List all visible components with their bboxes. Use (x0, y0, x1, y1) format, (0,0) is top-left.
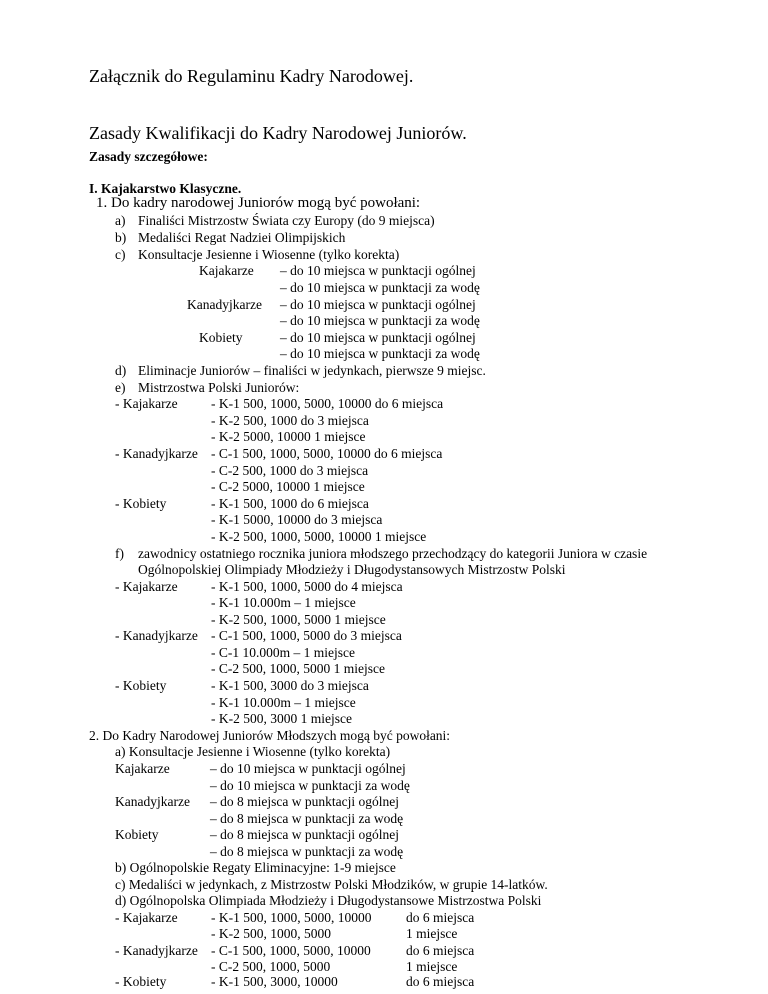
paragraph-1: 1. Do kadry narodowej Juniorów mogą być powołani: (96, 195, 421, 211)
entry-result: do 6 miejsca (406, 974, 475, 989)
entry-text: - K-1 500, 3000, 10000 (211, 974, 338, 989)
document-subtitle: Zasady Kwalifikacji do Kadry Narodowej Juniorów. (89, 123, 467, 143)
entry-result: do 6 miejsca (406, 910, 475, 925)
list-marker: f) (115, 546, 124, 561)
group-label: Kobiety (115, 827, 159, 842)
group-label: - Kanadyjkarze (115, 628, 198, 643)
entry-text: - C-2 5000, 10000 1 miejsce (211, 479, 365, 494)
rule-text: – do 10 miejsca w punktacji za wodę (280, 313, 480, 328)
entry-text: - K-1 10.000m – 1 miejsce (211, 595, 356, 610)
entry-text: - K-1 500, 3000 do 3 miejsca (211, 678, 369, 693)
list-marker: e) (115, 380, 126, 395)
rule-text: – do 10 miejsca w punktacji ogólnej (210, 761, 406, 776)
entry-text: - C-1 10.000m – 1 miejsce (211, 645, 355, 660)
group-label: - Kanadyjkarze (115, 446, 198, 461)
group-label: Kanadyjkarze (115, 794, 190, 809)
group-label: Kanadyjkarze (187, 297, 262, 312)
entry-result: 1 miejsce (406, 959, 458, 974)
section-heading: I. Kajakarstwo Klasyczne. (89, 181, 242, 196)
entry-text: - K-2 500, 3000 1 miejsce (211, 711, 352, 726)
entry-result: do 6 miejsca (406, 943, 475, 958)
rule-text: – do 10 miejsca w punktacji ogólnej (280, 330, 476, 345)
list-marker: d) (115, 363, 127, 378)
group-label: - Kajakarze (115, 910, 178, 925)
entry-text: - K-1 5000, 10000 do 3 miejsca (211, 512, 383, 527)
entry-text: - K-1 500, 1000, 5000 do 4 miejsca (211, 579, 403, 594)
group-label: - Kobiety (115, 496, 167, 511)
group-label: - Kobiety (115, 678, 167, 693)
group-label: - Kanadyjkarze (115, 943, 198, 958)
list-marker: b) (115, 230, 127, 245)
rule-text: – do 8 miejsca w punktacji ogólnej (210, 794, 399, 809)
document-title: Załącznik do Regulaminu Kadry Narodowej. (89, 66, 414, 86)
list-item: c) Medaliści w jedynkach, z Mistrzostw Polski Młodzików, w grupie 14-latków. (115, 877, 548, 892)
rule-text: – do 10 miejsca w punktacji ogólnej (280, 297, 476, 312)
entry-result: 1 miejsce (406, 926, 458, 941)
rule-text: – do 10 miejsca w punktacji ogólnej (280, 263, 476, 278)
entry-text: - C-2 500, 1000, 5000 1 miejsce (211, 661, 385, 676)
group-label: - Kajakarze (115, 579, 178, 594)
entry-text: - K-2 5000, 10000 1 miejsce (211, 429, 366, 444)
rule-text: – do 8 miejsca w punktacji za wodę (210, 844, 404, 859)
rule-text: – do 8 miejsca w punktacji za wodę (210, 811, 404, 826)
entry-text: - K-2 500, 1000, 5000 (211, 926, 331, 941)
entry-text: - K-1 500, 1000, 5000, 10000 (211, 910, 372, 925)
entry-text: - C-1 500, 1000, 5000, 10000 do 6 miejsca (211, 446, 443, 461)
list-item: Finaliści Mistrzostw Świata czy Europy (do 9 miejsca) (138, 213, 435, 228)
rule-text: – do 8 miejsca w punktacji ogólnej (210, 827, 399, 842)
group-label: Kobiety (199, 330, 243, 345)
group-label: Kajakarze (199, 263, 254, 278)
entry-text: - C-2 500, 1000 do 3 miejsca (211, 463, 369, 478)
list-marker: a) (115, 213, 126, 228)
list-item: d) Ogólnopolska Olimpiada Młodzieży i Długodystansowe Mistrzostwa Polski (115, 893, 542, 908)
entry-text: - K-2 500, 1000, 5000 1 miejsce (211, 612, 386, 627)
entry-text: - K-2 500, 1000, 5000, 10000 1 miejsce (211, 529, 427, 544)
list-item: zawodnicy ostatniego rocznika juniora młodszego przechodzący do kategorii Juniora w czasie (138, 546, 648, 561)
entry-text: - C-1 500, 1000, 5000 do 3 miejsca (211, 628, 402, 643)
list-item: Konsultacje Jesienne i Wiosenne (tylko korekta) (138, 247, 400, 262)
list-item: b) Ogólnopolskie Regaty Eliminacyjne: 1-9 miejsce (115, 860, 396, 875)
list-item: a) Konsultacje Jesienne i Wiosenne (tylko korekta) (115, 744, 391, 759)
paragraph-2: 2. Do Kadry Narodowej Juniorów Młodszych mogą być powołani: (89, 728, 451, 743)
list-marker: c) (115, 247, 126, 262)
subheading: Zasady szczegółowe: (89, 149, 208, 164)
list-item-continuation: Ogólnopolskiej Olimpiady Młodzieży i Długodystansowych Mistrzostw Polski (138, 562, 566, 577)
entry-text: - K-1 500, 1000 do 6 miejsca (211, 496, 369, 511)
entry-text: - K-2 500, 1000 do 3 miejsca (211, 413, 369, 428)
entry-text: - K-1 500, 1000, 5000, 10000 do 6 miejsca (211, 396, 444, 411)
group-label: Kajakarze (115, 761, 170, 776)
group-label: - Kobiety (115, 974, 167, 989)
list-item: Medaliści Regat Nadziei Olimpijskich (138, 230, 346, 245)
rule-text: – do 10 miejsca w punktacji za wodę (280, 346, 480, 361)
group-label: - Kajakarze (115, 396, 178, 411)
rule-text: – do 10 miejsca w punktacji za wodę (210, 778, 410, 793)
entry-text: - C-1 500, 1000, 5000, 10000 (211, 943, 371, 958)
list-item: Eliminacje Juniorów – finaliści w jedynkach, pierwsze 9 miejsc. (138, 363, 486, 378)
entry-text: - C-2 500, 1000, 5000 (211, 959, 331, 974)
rule-text: – do 10 miejsca w punktacji za wodę (280, 280, 480, 295)
list-item: Mistrzostwa Polski Juniorów: (138, 380, 300, 395)
entry-text: - K-1 10.000m – 1 miejsce (211, 695, 356, 710)
